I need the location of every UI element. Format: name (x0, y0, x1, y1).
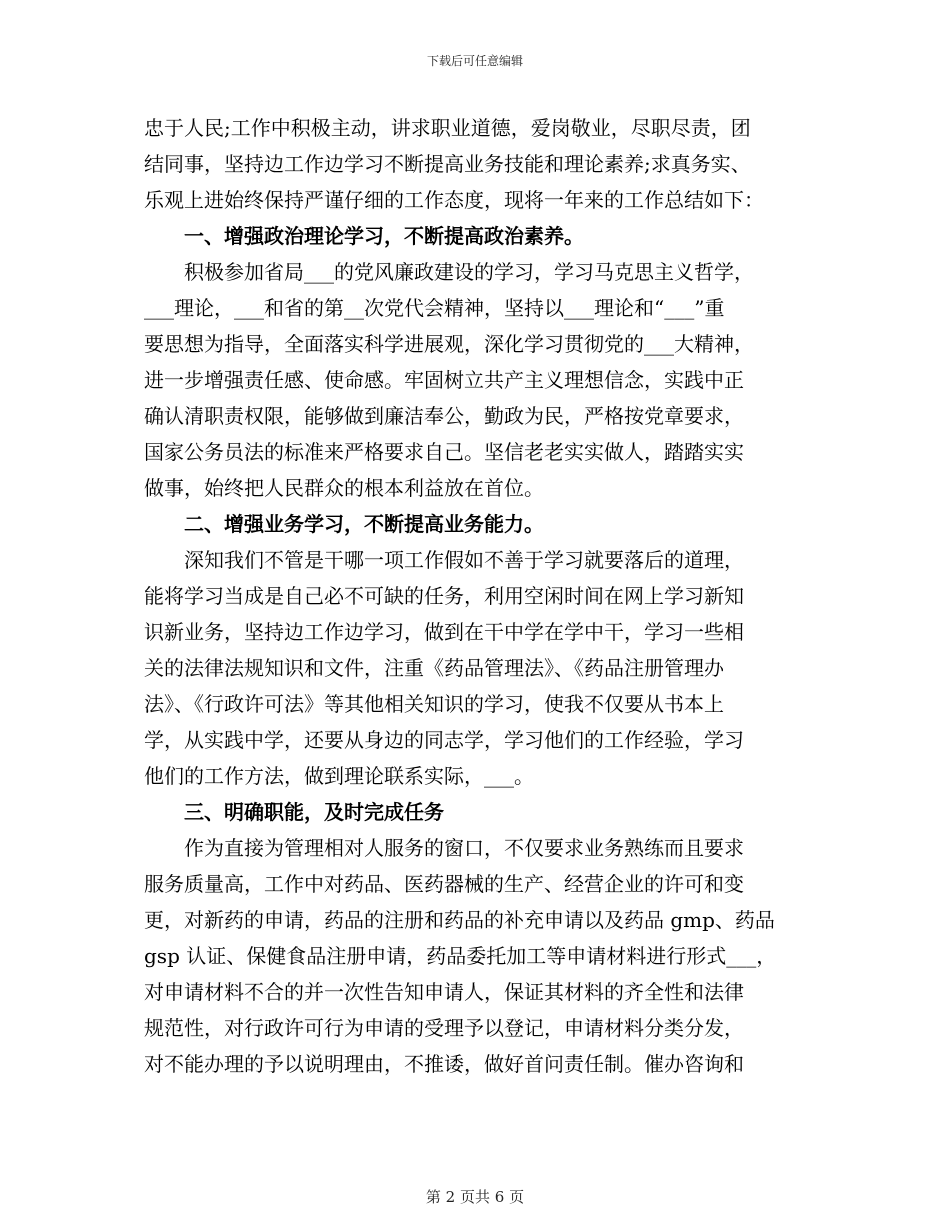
body-text-line: 他们的工作方法，做到理论联系实际，___。 (144, 764, 534, 788)
body-text-line: 识新业务，坚持边工作边学习，做到在干中学在学中干，学习一些相 (144, 620, 744, 644)
body-text-line: 规范性，对行政许可行为申请的受理予以登记，申请材料分类分发， (144, 1016, 744, 1040)
body-text-line: 作为直接为管理相对人服务的窗口，不仅要求业务熟练而且要求 (184, 836, 744, 860)
body-text-line: 对不能办理的予以说明理由，不推诿，做好首问责任制。催办咨询和 (144, 1052, 744, 1076)
body-text-line: 乐观上进始终保持严谨仔细的工作态度，现将一年来的工作总结如下： (144, 188, 764, 212)
body-text-line: 结同事，坚持边工作边学习不断提高业务技能和理论素养;求真务实、 (144, 152, 751, 176)
body-text-line: 要思想为指导，全面落实科学进展观，深化学习贯彻党的___大精神， (144, 332, 754, 356)
section-heading: 三、明确职能，及时完成任务 (184, 800, 444, 824)
body-text-line: 更，对新药的申请，药品的注册和药品的补充申请以及药品 gmp、药品 (144, 908, 775, 932)
body-text-line: 国家公务员法的标准来严格要求自己。坚信老老实实做人，踏踏实实 (144, 440, 744, 464)
body-text-line: 法》、《行政许可法》等其他相关知识的学习，使我不仅要从书本上 (144, 692, 724, 716)
body-text-line: 关的法律法规知识和文件，注重《药品管理法》、《药品注册管理办 (144, 656, 724, 680)
body-text-line: 进一步增强责任感、使命感。牢固树立共产主义理想信念，实践中正 (144, 368, 744, 392)
body-text-line: 忠于人民;工作中积极主动，讲求职业道德，爱岗敬业，尽职尽责，团 (144, 116, 751, 140)
body-text-line: 对申请材料不合的并一次性告知申请人，保证其材料的齐全性和法律 (144, 980, 744, 1004)
page-header: 下载后可任意编辑 (426, 54, 523, 68)
body-text-line: 确认清职责权限，能够做到廉洁奉公，勤政为民，严格按党章要求， (144, 404, 744, 428)
section-heading: 二、增强业务学习，不断提高业务能力。 (184, 512, 544, 536)
body-text-line: 积极参加省局___的党风廉政建设的学习，学习马克思主义哲学， (184, 260, 754, 284)
document-body (144, 110, 812, 1082)
section-heading: 一、增强政治理论学习，不断提高政治素养。 (184, 224, 584, 248)
body-text-line: 能将学习当成是自己必不可缺的任务，利用空闲时间在网上学习新知 (144, 584, 744, 608)
body-text-line: 深知我们不管是干哪一项工作假如不善于学习就要落后的道理， (184, 548, 744, 572)
body-text-line: gsp 认证、保健食品注册申请，药品委托加工等申请材料进行形式___， (144, 944, 777, 968)
body-text-line: ___理论，___和省的第__次党代会精神，坚持以___理论和“___”重 (144, 296, 725, 320)
body-text-line: 服务质量高，工作中对药品、医药器械的生产、经营企业的许可和变 (144, 872, 744, 896)
body-text-line: 学，从实践中学，还要从身边的同志学，学习他们的工作经验，学习 (144, 728, 744, 752)
page-footer: 第 2 页共 6 页 (425, 1188, 525, 1206)
body-text-line: 做事，始终把人民群众的根本利益放在首位。 (144, 476, 544, 500)
